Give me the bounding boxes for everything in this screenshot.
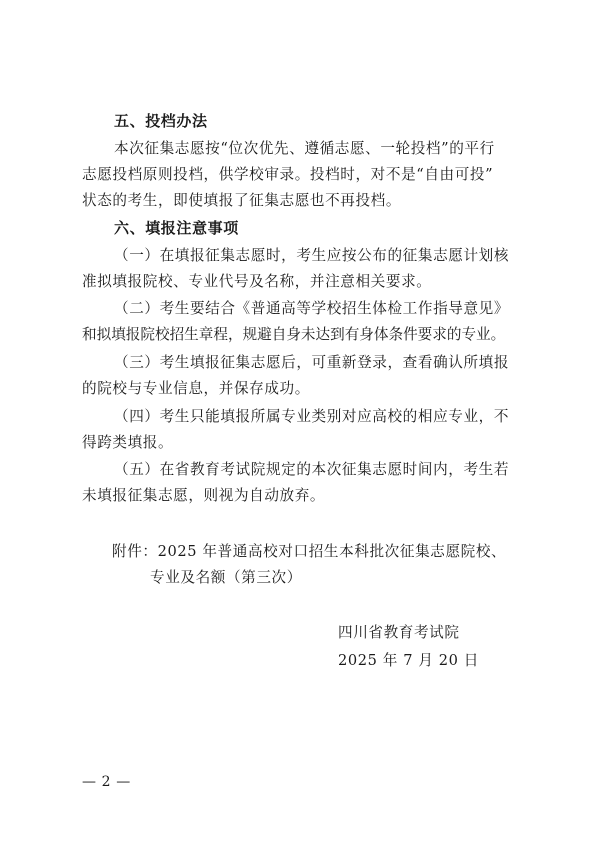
signature-date-row xyxy=(0,648,600,674)
section-6-line-7-row xyxy=(0,404,600,430)
section-6-line-2-row xyxy=(0,269,600,295)
attachment-line-1: 附件：2025 年普通高校对口招生本科批次征集志愿院校、 xyxy=(112,543,507,560)
section-6-line-3-row xyxy=(0,296,600,322)
section-6-line-4: 和拟填报院校招生章程，规避自身未达到有身体条件要求的专业。 xyxy=(82,326,506,343)
page-number: — 2 — xyxy=(82,774,131,790)
section-6-line-4-row xyxy=(0,322,600,348)
section-6-heading: 六、填报注意事项 xyxy=(114,219,239,237)
signature-org: 四川省教育考试院 xyxy=(338,624,460,641)
section-6-line-1-row xyxy=(0,243,600,269)
attachment-line-2: 专业及名额（第三次） xyxy=(150,569,302,586)
section-5-line-2-row xyxy=(0,162,600,188)
section-6-line-6: 的院校与专业信息，并保存成功。 xyxy=(82,380,310,397)
section-6-line-9-row xyxy=(0,457,600,483)
footer-row xyxy=(0,769,600,795)
attachment-line-1-row xyxy=(0,539,600,565)
section-6-line-8: 得跨类填报。 xyxy=(82,434,174,451)
section-6-line-3: （二）考生要结合《普通高等学校招生体检工作指导意见》 xyxy=(114,300,510,317)
section-6-line-9: （五）在省教育考试院规定的本次征集志愿时间内，考生若 xyxy=(114,461,510,478)
section-6-line-2: 准拟填报院校、专业代号及名称，并注意相关要求。 xyxy=(82,273,432,290)
section-6-line-5-row xyxy=(0,350,600,376)
section-5-heading: 五、投档办法 xyxy=(114,112,208,130)
section-6-line-5: （三）考生填报征集志愿后，可重新登录，查看确认所填报 xyxy=(114,354,510,371)
section-6-line-7: （四）考生只能填报所属专业类别对应高校的相应专业，不 xyxy=(114,408,510,425)
section-6-line-10-row xyxy=(0,483,600,509)
attachment-line-2-row xyxy=(0,565,600,591)
section-6-line-6-row xyxy=(0,376,600,402)
section-6-line-10: 未填报征集志愿，则视为自动放弃。 xyxy=(82,487,326,504)
section-6-line-8-row xyxy=(0,430,600,456)
section-5-line-3: 状态的考生，即使填报了征集志愿也不再投档。 xyxy=(82,192,402,209)
section-5-line-1-row xyxy=(0,136,600,162)
section-5-line-2: 志愿投档原则投档，供学校审录。投档时，对不是“自由可投” xyxy=(82,166,494,183)
section-5-heading-row xyxy=(0,108,600,134)
section-5-line-3-row xyxy=(0,188,600,214)
section-6-line-1: （一）在填报征集志愿时，考生应按公布的征集志愿计划核 xyxy=(114,247,510,264)
section-5-line-1: 本次征集志愿按“位次优先、遵循志愿、一轮投档”的平行 xyxy=(114,140,495,157)
section-6-heading-row xyxy=(0,215,600,241)
signature-org-row xyxy=(0,620,600,646)
signature-date: 2025 年 7 月 20 日 xyxy=(338,652,479,669)
